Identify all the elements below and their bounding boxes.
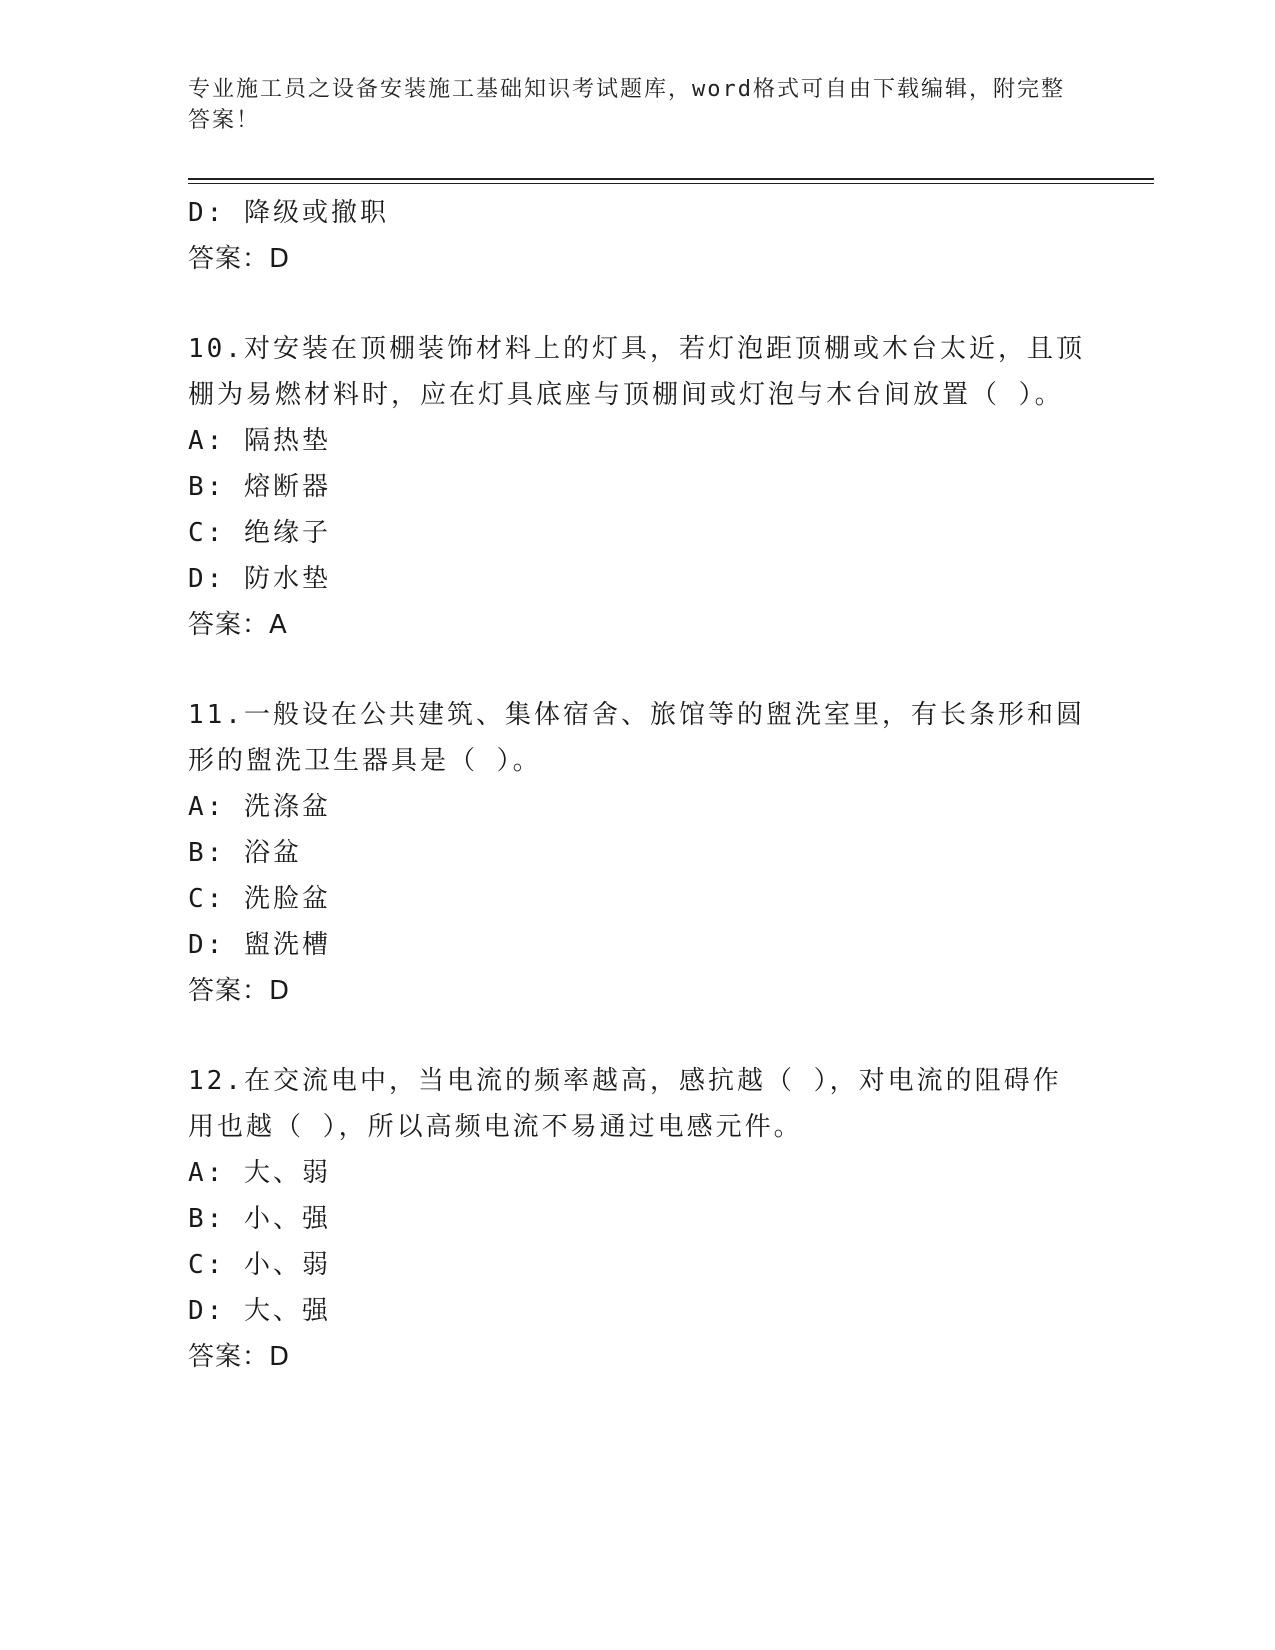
option-c: C: 洗脸盆: [188, 884, 331, 914]
question-stem: 11.一般设在公共建筑、集体宿舍、旅馆等的盥洗室里，有长条形和圆形的盥洗卫生器具是（ ）。: [188, 700, 1085, 776]
question-block: [188, 326, 1088, 648]
option-a: A: 洗涤盆: [188, 792, 331, 822]
option-d: D: 降级或撤职: [188, 198, 389, 228]
option-d: D: 大、强: [188, 1296, 331, 1326]
header-divider-thin: [188, 183, 1154, 184]
option-a: A: 隔热垫: [188, 426, 331, 456]
answer-line: 答案：D: [188, 244, 291, 274]
question-stem: 10.对安装在顶棚装饰材料上的灯具，若灯泡距顶棚或木台太近，且顶棚为易燃材料时，应在灯具底座与顶棚间或灯泡与木台间放置（ ）。: [188, 334, 1085, 410]
page-header: 专业施工员之设备安装施工基础知识考试题库，word格式可自由下载编辑，附完整答案！: [188, 77, 1065, 133]
option-b: B: 浴盆: [188, 838, 302, 868]
option-b: B: 小、强: [188, 1204, 331, 1234]
option-a: A: 大、弱: [188, 1158, 331, 1188]
option-c: C: 小、弱: [188, 1250, 331, 1280]
answer-line: 答案：A: [188, 610, 288, 640]
spacer: [188, 1014, 1088, 1058]
spacer: [188, 648, 1088, 692]
question-content: [188, 190, 1088, 1380]
question-block: [188, 1058, 1088, 1380]
spacer: [188, 282, 1088, 326]
question-stem: 12.在交流电中，当电流的频率越高，感抗越（ ），对电流的阻碍作用也越（ ），所以高频电流不易通过电感元件。: [188, 1066, 1062, 1142]
answer-line: 答案：D: [188, 1342, 291, 1372]
question-block: [188, 692, 1088, 1014]
header-divider-thick: [188, 178, 1154, 180]
option-b: B: 熔断器: [188, 472, 331, 502]
option-c: C: 绝缘子: [188, 518, 331, 548]
answer-line: 答案：D: [188, 976, 291, 1006]
option-d: D: 防水垫: [188, 564, 331, 594]
option-d: D: 盥洗槽: [188, 930, 331, 960]
